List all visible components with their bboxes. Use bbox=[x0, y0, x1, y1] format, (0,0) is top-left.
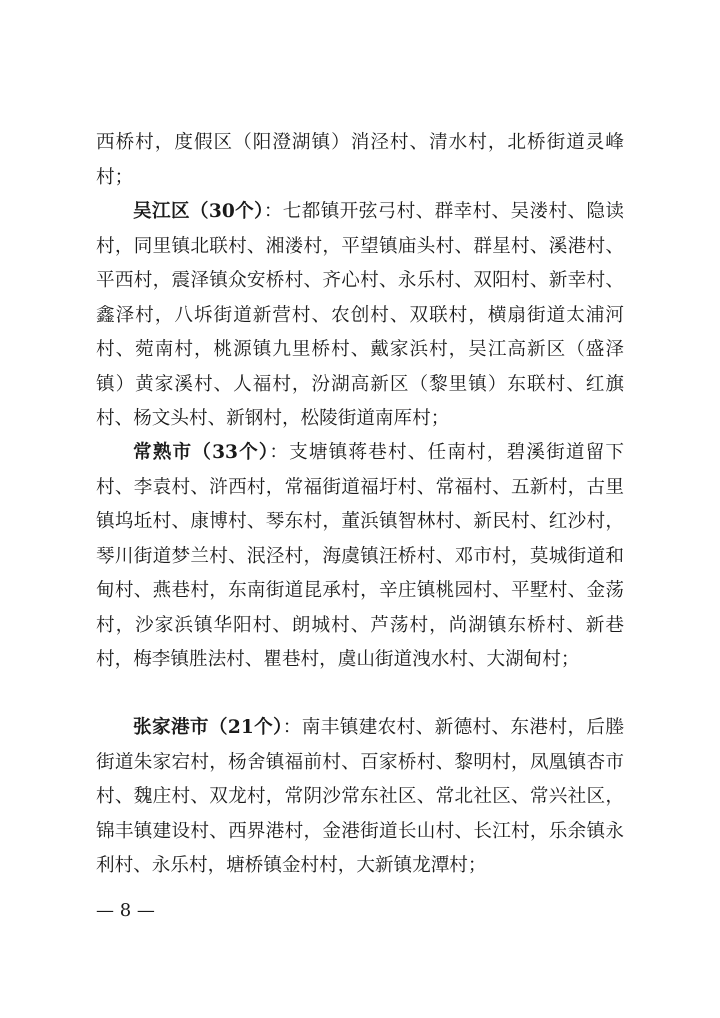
body-changshu: ：支塘镇蒋巷村、任南村，碧溪街道留下村、李袁村、浒西村，常福街道福圩村、常福村、五新村，古里镇坞坵村、康博村、琴东村，董浜镇智林村、新民村、红沙村，琴川街道梦兰村、泯泾村，海虞镇汪桥村、邓市村，莫城街道和甸村、燕巷村，东南街道昆承村，辛庄镇桃园村、平墅村、金荡村，沙家浜镇华阳村、朗城村、芦荡村，尚湖镇东桥村、新巷村，梅李镇胜法村、瞿巷村，虞山街道洩水村、大湖甸村； bbox=[96, 442, 624, 670]
body-zhangjiagang: ：南丰镇建农村、新德村、东港村，后塍街道朱家宕村，杨舍镇福前村、百家桥村、黎明村，凤凰镇杏市村、魏庄村、双龙村，常阴沙常东社区、常北社区、常兴社区，锦丰镇建设村、西界港村，金港街道长山村、长江村，乐余镇永利村、永乐村，塘桥镇金村村，大新镇龙潭村； bbox=[96, 717, 624, 876]
paragraph-continuation: 西桥村，度假区（阳澄湖镇）消泾村、清水村，北桥街道灵峰村； bbox=[96, 132, 624, 188]
heading-wujiang: 吴江区（30个） bbox=[133, 201, 264, 222]
body-wujiang: ：七都镇开弦弓村、群幸村、吴溇村、隐读村，同里镇北联村、湘溇村，平望镇庙头村、群星村、溪港村、平西村，震泽镇众安桥村、齐心村、永乐村、双阳村、新幸村、鑫泽村，八坼街道新营村、农创村、双联村，横扇街道太浦河村、菀南村，桃源镇九里桥村、戴家浜村，吴江高新区（盛泽镇）黄家溪村、人福村，汾湖高新区（黎里镇）东联村、红旗村、杨文头村、新钢村，松陵街道南厍村； bbox=[96, 201, 624, 429]
paragraph-zhangjiagang bbox=[96, 711, 624, 884]
heading-zhangjiagang: 张家港市（21个） bbox=[133, 717, 283, 738]
page-number: — 8 — bbox=[96, 900, 155, 921]
paragraph-wujiang bbox=[96, 195, 624, 437]
paragraph-changshu bbox=[96, 436, 624, 678]
heading-changshu: 常熟市（33个） bbox=[133, 442, 270, 463]
